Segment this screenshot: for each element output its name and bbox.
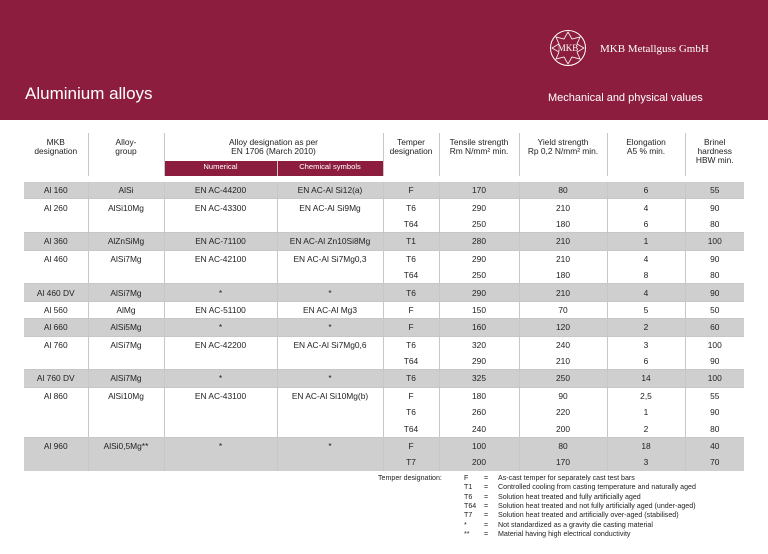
table-row [24, 454, 744, 470]
table-row [24, 353, 744, 370]
alloy-group-cell: AlSi7Mg [88, 336, 164, 353]
temper-cell: T6 [383, 250, 439, 267]
legend-eq: = [484, 483, 489, 492]
tensile-strength-cell: 260 [439, 404, 519, 420]
numerical-designation-cell [164, 216, 277, 233]
numerical-designation-cell: * [164, 437, 277, 454]
yield-strength-cell: 210 [519, 250, 607, 267]
yield-strength-cell: 180 [519, 267, 607, 284]
page-title: Aluminium alloys [25, 84, 153, 103]
table-row [24, 199, 744, 216]
temper-cell: T64 [383, 216, 439, 233]
chemical-symbols-cell: EN AC-Al Si10Mg(b) [277, 387, 383, 404]
mkb-designation-cell [24, 420, 88, 437]
table-row [24, 216, 744, 233]
elongation-cell: 4 [607, 199, 685, 216]
tensile-strength-cell: 150 [439, 301, 519, 318]
legend-code: T6 [464, 492, 473, 501]
col-header-yield: Yield strength Rp 0,2 N/mm² min. [519, 133, 607, 176]
yield-strength-cell: 210 [519, 233, 607, 250]
mkb-designation-cell: Al 960 [24, 437, 88, 454]
legend-desc: Not standardized as a gravity die casting material [498, 520, 653, 529]
legend-eq: = [484, 492, 489, 501]
chemical-symbols-cell [277, 353, 383, 370]
numerical-designation-cell: EN AC-43300 [164, 199, 277, 216]
tensile-strength-cell: 170 [439, 182, 519, 199]
mkb-designation-cell: Al 760 [24, 336, 88, 353]
chemical-symbols-cell: EN AC-Al Zn10Si8Mg [277, 233, 383, 250]
elongation-cell: 2 [607, 319, 685, 336]
table-row [24, 437, 744, 454]
chemical-symbols-cell: * [277, 284, 383, 301]
company-logo-icon [549, 29, 587, 67]
table-row [24, 267, 744, 284]
alloy-group-cell [88, 353, 164, 370]
elongation-cell: 1 [607, 404, 685, 420]
chemical-symbols-cell: * [277, 319, 383, 336]
tensile-strength-cell: 180 [439, 387, 519, 404]
yield-strength-cell: 200 [519, 420, 607, 437]
numerical-designation-cell [164, 353, 277, 370]
chemical-symbols-cell [277, 404, 383, 420]
mkb-designation-cell: Al 760 DV [24, 370, 88, 387]
elongation-cell: 1 [607, 233, 685, 250]
brinell-hardness-cell: 80 [685, 267, 744, 284]
brinell-hardness-cell: 55 [685, 182, 744, 199]
brinell-hardness-cell: 80 [685, 216, 744, 233]
elongation-cell: 6 [607, 182, 685, 199]
yield-strength-cell: 70 [519, 301, 607, 318]
elongation-cell: 2,5 [607, 387, 685, 404]
table-row [24, 420, 744, 437]
temper-cell: F [383, 182, 439, 199]
tensile-strength-cell: 290 [439, 199, 519, 216]
temper-cell: T6 [383, 404, 439, 420]
table-row [24, 370, 744, 387]
alloy-group-cell: AlSi5Mg [88, 319, 164, 336]
table-row [24, 182, 744, 199]
temper-cell: F [383, 387, 439, 404]
brinell-hardness-cell: 90 [685, 404, 744, 420]
temper-cell: T64 [383, 267, 439, 284]
mkb-designation-cell [24, 353, 88, 370]
tensile-strength-cell: 320 [439, 336, 519, 353]
legend-desc: Controlled cooling from casting temperature and naturally aged [498, 483, 696, 492]
table-row [24, 284, 744, 301]
yield-strength-cell: 180 [519, 216, 607, 233]
alloy-group-cell: AlSi10Mg [88, 387, 164, 404]
numerical-designation-cell: EN AC-44200 [164, 182, 277, 199]
temper-cell: F [383, 319, 439, 336]
numerical-designation-cell: * [164, 284, 277, 301]
elongation-cell: 6 [607, 216, 685, 233]
col-header-elongation: Elongation A5 % min. [607, 133, 685, 176]
alloy-group-cell: AlSi7Mg [88, 250, 164, 267]
yield-strength-cell: 210 [519, 284, 607, 301]
alloy-table [24, 133, 744, 471]
tensile-strength-cell: 100 [439, 437, 519, 454]
numerical-designation-cell: EN AC-42100 [164, 250, 277, 267]
numerical-designation-cell [164, 420, 277, 437]
elongation-cell: 4 [607, 284, 685, 301]
table-row [24, 404, 744, 420]
chemical-symbols-cell [277, 216, 383, 233]
brinell-hardness-cell: 40 [685, 437, 744, 454]
col-header-brinell: Brinel hardness HBW min. [685, 133, 744, 176]
legend-eq: = [484, 474, 489, 482]
brinell-hardness-cell: 90 [685, 199, 744, 216]
alloy-group-cell: AlSi7Mg [88, 284, 164, 301]
mkb-designation-cell: Al 460 DV [24, 284, 88, 301]
temper-cell: T6 [383, 199, 439, 216]
chemical-symbols-cell: * [277, 370, 383, 387]
chemical-symbols-cell [277, 267, 383, 284]
tensile-strength-cell: 250 [439, 216, 519, 233]
elongation-cell: 5 [607, 301, 685, 318]
col-header-alloy: Alloy designation as per EN 1706 (March 2010) [164, 133, 383, 161]
mkb-designation-cell: Al 560 [24, 301, 88, 318]
elongation-cell: 3 [607, 336, 685, 353]
elongation-cell: 8 [607, 267, 685, 284]
numerical-designation-cell: EN AC-71100 [164, 233, 277, 250]
tensile-strength-cell: 290 [439, 284, 519, 301]
yield-strength-cell: 80 [519, 437, 607, 454]
chemical-symbols-cell: EN AC-Al Mg3 [277, 301, 383, 318]
alloy-group-cell: AlSi [88, 182, 164, 199]
table-row [24, 233, 744, 250]
tensile-strength-cell: 250 [439, 267, 519, 284]
numerical-designation-cell: * [164, 370, 277, 387]
legend-code: ** [464, 529, 470, 538]
elongation-cell: 2 [607, 420, 685, 437]
mkb-designation-cell [24, 216, 88, 233]
tensile-strength-cell: 325 [439, 370, 519, 387]
alloy-group-cell [88, 216, 164, 233]
mkb-designation-cell [24, 404, 88, 420]
mkb-designation-cell [24, 267, 88, 284]
temper-cell: F [383, 437, 439, 454]
numerical-designation-cell: EN AC-42200 [164, 336, 277, 353]
legend-desc: Material having high electrical conductivity [498, 529, 631, 538]
table-row [24, 336, 744, 353]
col-header-temper: Temper designation [383, 133, 439, 176]
temper-cell: T64 [383, 353, 439, 370]
tensile-strength-cell: 290 [439, 353, 519, 370]
col-header-numerical: Numerical [164, 161, 277, 176]
chemical-symbols-cell: * [277, 437, 383, 454]
temper-cell: T1 [383, 233, 439, 250]
company-name: MKB Metallguss GmbH [600, 43, 709, 55]
table-row [24, 387, 744, 404]
brinell-hardness-cell: 55 [685, 387, 744, 404]
col-header-tensile: Tensile strength Rm N/mm² min. [439, 133, 519, 176]
yield-strength-cell: 120 [519, 319, 607, 336]
col-header-chemical: Chemical symbols [277, 161, 383, 176]
temper-cell: T7 [383, 454, 439, 470]
numerical-designation-cell: EN AC-43100 [164, 387, 277, 404]
alloy-group-cell: AlSi0,5Mg** [88, 437, 164, 454]
table-row [24, 301, 744, 318]
temper-cell: T6 [383, 336, 439, 353]
tensile-strength-cell: 160 [439, 319, 519, 336]
mkb-designation-cell [24, 454, 88, 470]
brinell-hardness-cell: 90 [685, 284, 744, 301]
chemical-symbols-cell: EN AC-Al Si12(a) [277, 182, 383, 199]
alloy-group-cell: AlSi10Mg [88, 199, 164, 216]
alloy-group-cell [88, 454, 164, 470]
legend-eq: = [484, 520, 489, 529]
alloy-group-cell: AlZnSiMg [88, 233, 164, 250]
legend-eq: = [484, 529, 489, 538]
yield-strength-cell: 90 [519, 387, 607, 404]
chemical-symbols-cell [277, 420, 383, 437]
yield-strength-cell: 170 [519, 454, 607, 470]
brinell-hardness-cell: 70 [685, 454, 744, 470]
numerical-designation-cell: * [164, 319, 277, 336]
legend-code: * [464, 520, 467, 529]
elongation-cell: 18 [607, 437, 685, 454]
numerical-designation-cell [164, 454, 277, 470]
yield-strength-cell: 220 [519, 404, 607, 420]
yield-strength-cell: 250 [519, 370, 607, 387]
tensile-strength-cell: 280 [439, 233, 519, 250]
chemical-symbols-cell: EN AC-Al Si7Mg0,3 [277, 250, 383, 267]
col-header-group: Alloy- group [88, 133, 164, 176]
legend-eq: = [484, 501, 489, 510]
temper-cell: T6 [383, 284, 439, 301]
brinell-hardness-cell: 90 [685, 250, 744, 267]
yield-strength-cell: 80 [519, 182, 607, 199]
legend-code: T1 [464, 483, 473, 492]
elongation-cell: 3 [607, 454, 685, 470]
chemical-symbols-cell: EN AC-Al Si9Mg [277, 199, 383, 216]
elongation-cell: 6 [607, 353, 685, 370]
tensile-strength-cell: 290 [439, 250, 519, 267]
brinell-hardness-cell: 60 [685, 319, 744, 336]
yield-strength-cell: 210 [519, 199, 607, 216]
chemical-symbols-cell [277, 454, 383, 470]
chemical-symbols-cell: EN AC-Al Si7Mg0,6 [277, 336, 383, 353]
table-body [24, 182, 744, 471]
tensile-strength-cell: 200 [439, 454, 519, 470]
brinell-hardness-cell: 80 [685, 420, 744, 437]
header-banner [0, 0, 768, 120]
legend-desc: Solution heat treated and not fully artificially aged (under-aged) [498, 501, 696, 510]
legend-code: T64 [464, 501, 477, 510]
mkb-designation-cell: Al 160 [24, 182, 88, 199]
alloy-group-cell [88, 267, 164, 284]
legend-desc: Solution heat treated and fully artificially aged [498, 492, 641, 501]
temper-cell: T64 [383, 420, 439, 437]
page-subtitle: Mechanical and physical values [548, 92, 703, 104]
mkb-designation-cell: Al 260 [24, 199, 88, 216]
alloy-group-cell [88, 404, 164, 420]
yield-strength-cell: 210 [519, 353, 607, 370]
table-row [24, 250, 744, 267]
legend-eq: = [484, 511, 489, 520]
yield-strength-cell: 240 [519, 336, 607, 353]
mkb-designation-cell: Al 660 [24, 319, 88, 336]
numerical-designation-cell [164, 404, 277, 420]
temper-cell: F [383, 301, 439, 318]
alloy-group-cell [88, 420, 164, 437]
table-row [24, 319, 744, 336]
elongation-cell: 4 [607, 250, 685, 267]
temper-cell: T6 [383, 370, 439, 387]
legend-code: T7 [464, 511, 473, 520]
legend-desc: Solution heat treated and artificially over-aged (stabilised) [498, 511, 679, 520]
mkb-designation-cell: Al 360 [24, 233, 88, 250]
col-header-mkb: MKB designation [34, 137, 78, 156]
mkb-designation-cell: Al 460 [24, 250, 88, 267]
legend-label: Temper designation: [378, 474, 442, 482]
elongation-cell: 14 [607, 370, 685, 387]
logo-text: MKB [557, 43, 579, 53]
tensile-strength-cell: 240 [439, 420, 519, 437]
brinell-hardness-cell: 90 [685, 353, 744, 370]
brinell-hardness-cell: 100 [685, 370, 744, 387]
brinell-hardness-cell: 100 [685, 233, 744, 250]
brinell-hardness-cell: 50 [685, 301, 744, 318]
brinell-hardness-cell: 100 [685, 336, 744, 353]
mkb-designation-cell: Al 860 [24, 387, 88, 404]
numerical-designation-cell [164, 267, 277, 284]
alloy-group-cell: AlMg [88, 301, 164, 318]
legend-desc: As-cast temper for separately cast test bars [498, 474, 635, 482]
alloy-group-cell: AlSi7Mg [88, 370, 164, 387]
numerical-designation-cell: EN AC-51100 [164, 301, 277, 318]
legend-code: F [464, 474, 469, 482]
